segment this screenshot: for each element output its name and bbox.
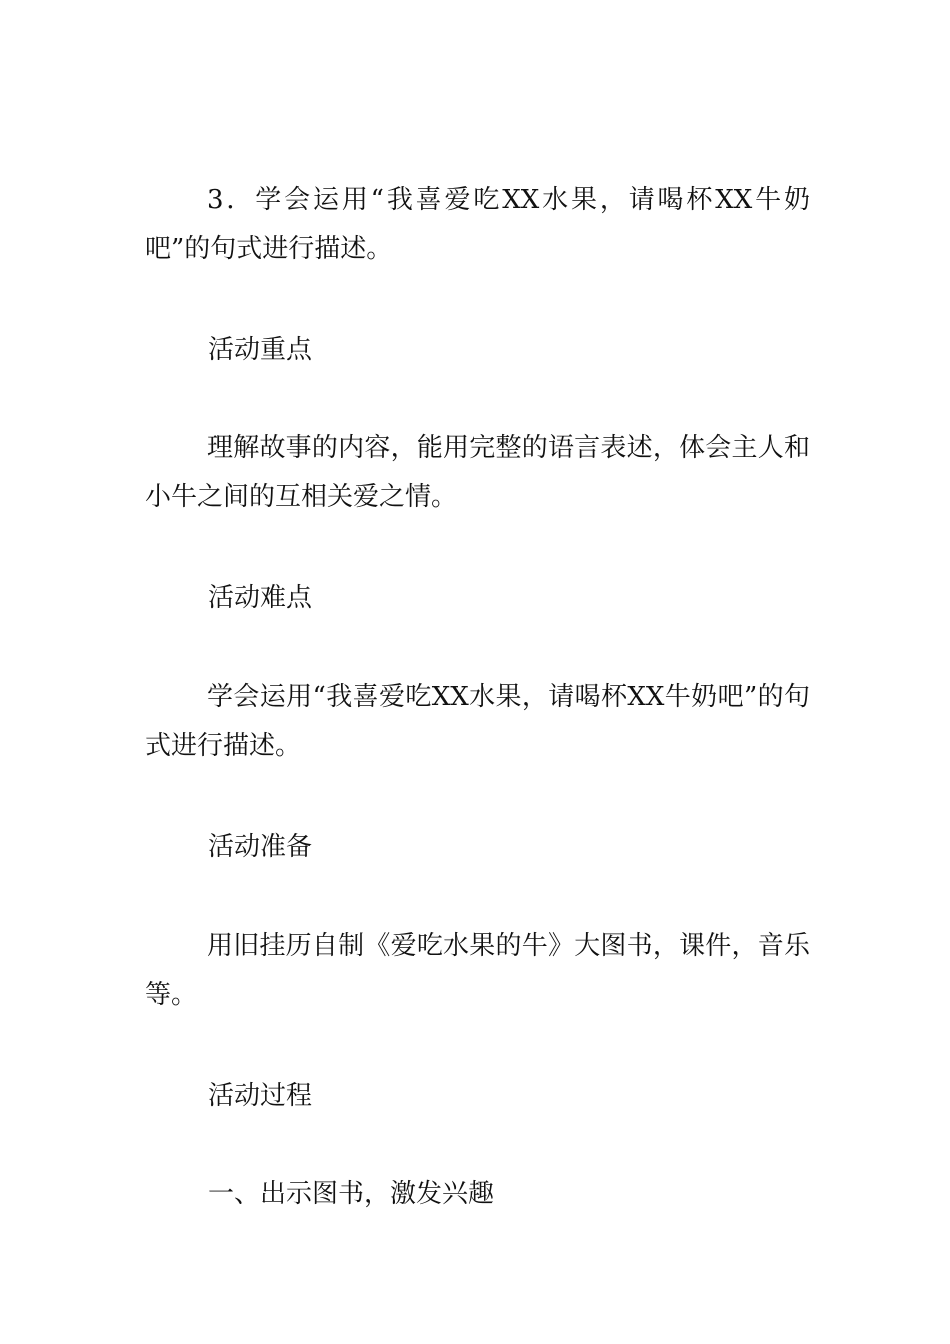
objective-item-3: 3．学会运用“我喜爱吃XX水果，请喝杯XX牛奶吧”的句式进行描述。 bbox=[145, 185, 810, 264]
difficulty-text: 学会运用“我喜爱吃XX水果，请喝杯XX牛奶吧”的句式进行描述。 bbox=[145, 682, 810, 761]
focus-text: 理解故事的内容，能用完整的语言表述，体会主人和小牛之间的互相关爱之情。 bbox=[145, 433, 810, 512]
preparation-text: 用旧挂历自制《爱吃水果的牛》大图书，课件，音乐等。 bbox=[145, 931, 810, 1010]
focus-heading: 活动重点 bbox=[208, 335, 313, 365]
preparation-heading: 活动准备 bbox=[208, 832, 313, 862]
difficulty-heading: 活动难点 bbox=[208, 583, 313, 613]
process-step-1: 一、出示图书，激发兴趣 bbox=[208, 1179, 495, 1209]
process-heading: 活动过程 bbox=[208, 1081, 313, 1111]
